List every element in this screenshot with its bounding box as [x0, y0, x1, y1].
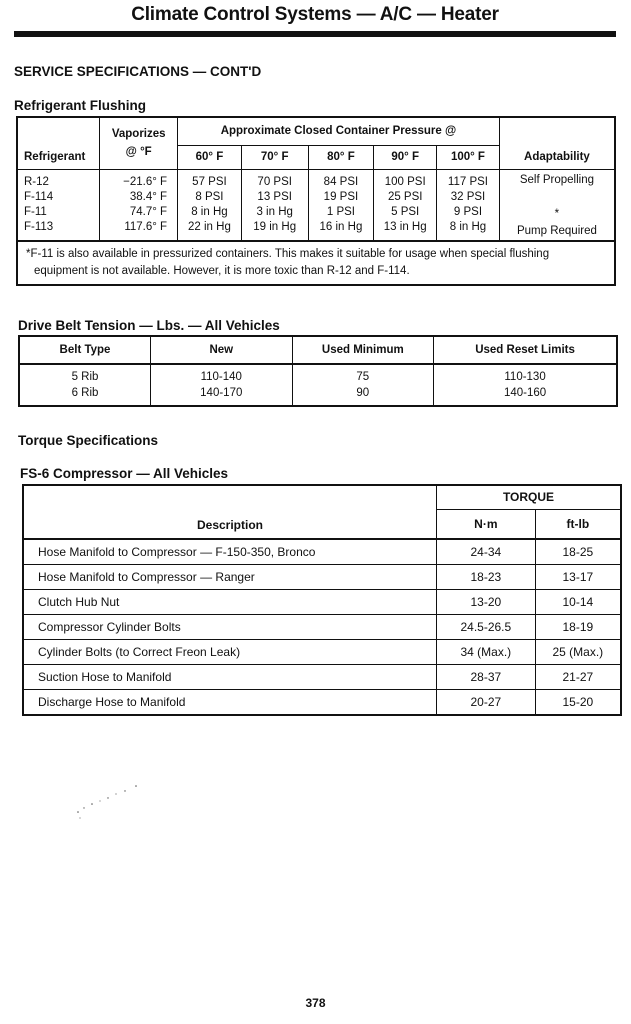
- belt-type: 6 Rib: [71, 387, 99, 399]
- drive-belt-table: [18, 335, 618, 407]
- page-number: 378: [305, 996, 326, 1010]
- header-vaporizes-line2: @ °F: [125, 146, 152, 159]
- table-row: [23, 615, 621, 640]
- pressure-value: 8 in Hg: [191, 205, 228, 218]
- pressure-value: 3 in Hg: [256, 205, 293, 218]
- comp-nm: 28-37: [437, 665, 536, 690]
- comp-desc: Clutch Hub Nut: [23, 590, 437, 615]
- pressure-value: 117 PSI: [447, 175, 488, 188]
- belt-reset: 140-160: [503, 387, 547, 399]
- pressure-value: 16 in Hg: [319, 220, 363, 233]
- belt-reset-cell: [434, 364, 617, 406]
- comp-ftlb: 18-19: [535, 615, 621, 640]
- comp-ftlb: 15-20: [535, 690, 621, 716]
- table-row: [23, 539, 621, 565]
- belt-header-type: Belt Type: [19, 336, 151, 364]
- table-row: [23, 665, 621, 690]
- belt-new: 140-170: [200, 387, 243, 399]
- comp-desc: Suction Hose to Manifold: [23, 665, 437, 690]
- comp-nm: 20-27: [437, 690, 536, 716]
- belt-new-cell: [151, 364, 292, 406]
- pressure-value: 13 PSI: [257, 190, 292, 203]
- compressor-heading: FS-6 Compressor — All Vehicles: [20, 466, 229, 481]
- comp-ftlb: 18-25: [535, 539, 621, 565]
- belt-header-used-min: Used Minimum: [292, 336, 434, 364]
- drive-belt-heading: Drive Belt Tension — Lbs. — All Vehicles: [18, 318, 280, 333]
- note-line-2: equipment is not available. However, it is more toxic than R-12 and F-114.: [34, 264, 410, 277]
- title-rule: [14, 31, 616, 37]
- adaptability-value: Self Propelling: [519, 173, 594, 186]
- belt-type: 5 Rib: [71, 371, 99, 383]
- refrigerant-name: R-12: [24, 175, 49, 188]
- pressure-value: 70 PSI: [257, 175, 292, 188]
- vaporizes-value: 74.7° F: [129, 205, 168, 218]
- header-temp-70: 70° F: [241, 145, 308, 169]
- comp-desc: Discharge Hose to Manifold: [23, 690, 437, 716]
- pressure-value: 5 PSI: [391, 205, 420, 218]
- refrigerant-name: F-114: [24, 190, 54, 203]
- refrigerant-flushing-heading: Refrigerant Flushing: [14, 98, 147, 113]
- pressure-100-cell: [437, 169, 500, 241]
- torque-heading: Torque Specifications: [18, 433, 159, 448]
- header-vaporizes-line1: Vaporizes: [111, 128, 166, 141]
- refrigerant-note: [17, 241, 615, 285]
- pressure-value: 8 in Hg: [449, 220, 487, 233]
- header-temp-80: 80° F: [308, 145, 374, 169]
- comp-nm: 18-23: [437, 565, 536, 590]
- pressure-value: 100 PSI: [384, 175, 426, 188]
- vaporizes-cell: [100, 169, 178, 241]
- belt-header-reset: Used Reset Limits: [434, 336, 617, 364]
- comp-ftlb: 13-17: [535, 565, 621, 590]
- belt-new: 110-140: [200, 371, 242, 383]
- vaporizes-value: 38.4° F: [129, 190, 168, 203]
- pressure-value: 9 PSI: [453, 205, 483, 218]
- adaptability-cell: [499, 169, 615, 241]
- pressure-value: 8 PSI: [195, 190, 224, 203]
- comp-header-torque: TORQUE: [437, 485, 622, 509]
- table-row: [23, 640, 621, 665]
- pressure-value: 13 in Hg: [383, 220, 427, 233]
- adaptability-value: Pump Required: [516, 224, 597, 237]
- header-adaptability: Adaptability: [499, 117, 615, 169]
- vaporizes-value: 117.6° F: [124, 220, 168, 233]
- table-row: [23, 565, 621, 590]
- header-temp-60: 60° F: [178, 145, 242, 169]
- belt-used-min: 75: [356, 371, 370, 383]
- belt-header-new: New: [151, 336, 292, 364]
- pressure-value: 19 PSI: [323, 190, 359, 203]
- header-vaporizes: [100, 117, 178, 169]
- pressure-90-cell: [374, 169, 437, 241]
- table-row: [23, 590, 621, 615]
- belt-used-min: 90: [356, 387, 370, 399]
- comp-ftlb: 10-14: [535, 590, 621, 615]
- refrigerant-flushing-table: [16, 116, 616, 286]
- comp-desc: Cylinder Bolts (to Correct Freon Leak): [23, 640, 437, 665]
- pressure-value: 57 PSI: [192, 175, 227, 188]
- pressure-value: 32 PSI: [450, 190, 486, 203]
- comp-header-ftlb: ft-lb: [535, 509, 621, 539]
- belt-type-cell: [19, 364, 151, 406]
- header-temp-100: 100° F: [437, 145, 500, 169]
- pressure-value: 84 PSI: [323, 175, 359, 188]
- belt-used-min-cell: [292, 364, 434, 406]
- table-row: [23, 690, 621, 716]
- refrigerant-names-cell: [17, 169, 100, 241]
- adaptability-value: [500, 190, 614, 206]
- pressure-value: 22 in Hg: [188, 220, 231, 233]
- header-temp-90: 90° F: [374, 145, 437, 169]
- pressure-60-cell: [178, 169, 242, 241]
- refrigerant-name: F-113: [24, 220, 54, 233]
- page-title: Climate Control Systems — A/C — Heater: [131, 4, 499, 25]
- header-pressure-group: Approximate Closed Container Pressure @: [178, 117, 500, 145]
- pressure-70-cell: [241, 169, 308, 241]
- comp-nm: 24-34: [437, 539, 536, 565]
- belt-reset: 110-130: [504, 371, 546, 383]
- compressor-torque-table: [22, 484, 622, 716]
- refrigerant-name: F-11: [24, 205, 47, 218]
- comp-desc: Hose Manifold to Compressor — F-150-350, Bronco: [23, 539, 437, 565]
- header-refrigerant: Refrigerant: [17, 117, 100, 169]
- pressure-value: 25 PSI: [387, 190, 423, 203]
- comp-nm: 13-20: [437, 590, 536, 615]
- comp-ftlb: 21-27: [535, 665, 621, 690]
- comp-desc: Compressor Cylinder Bolts: [23, 615, 437, 640]
- adaptability-value: *: [554, 207, 560, 220]
- comp-header-description: Description: [23, 485, 437, 539]
- vaporizes-value: −21.6° F: [123, 175, 168, 188]
- scan-specks: [70, 780, 150, 820]
- pressure-value: 19 in Hg: [253, 220, 297, 233]
- comp-header-nm: N·m: [437, 509, 536, 539]
- comp-ftlb: 25 (Max.): [535, 640, 621, 665]
- comp-nm: 24.5-26.5: [437, 615, 536, 640]
- pressure-80-cell: [308, 169, 374, 241]
- comp-nm: 34 (Max.): [437, 640, 536, 665]
- note-line-1: *F-11 is also available in pressurized containers. This makes it suitable for usage when special flushing: [26, 247, 550, 260]
- section-title: SERVICE SPECIFICATIONS — CONT'D: [14, 64, 262, 79]
- pressure-value: 1 PSI: [326, 205, 355, 218]
- comp-desc: Hose Manifold to Compressor — Ranger: [23, 565, 437, 590]
